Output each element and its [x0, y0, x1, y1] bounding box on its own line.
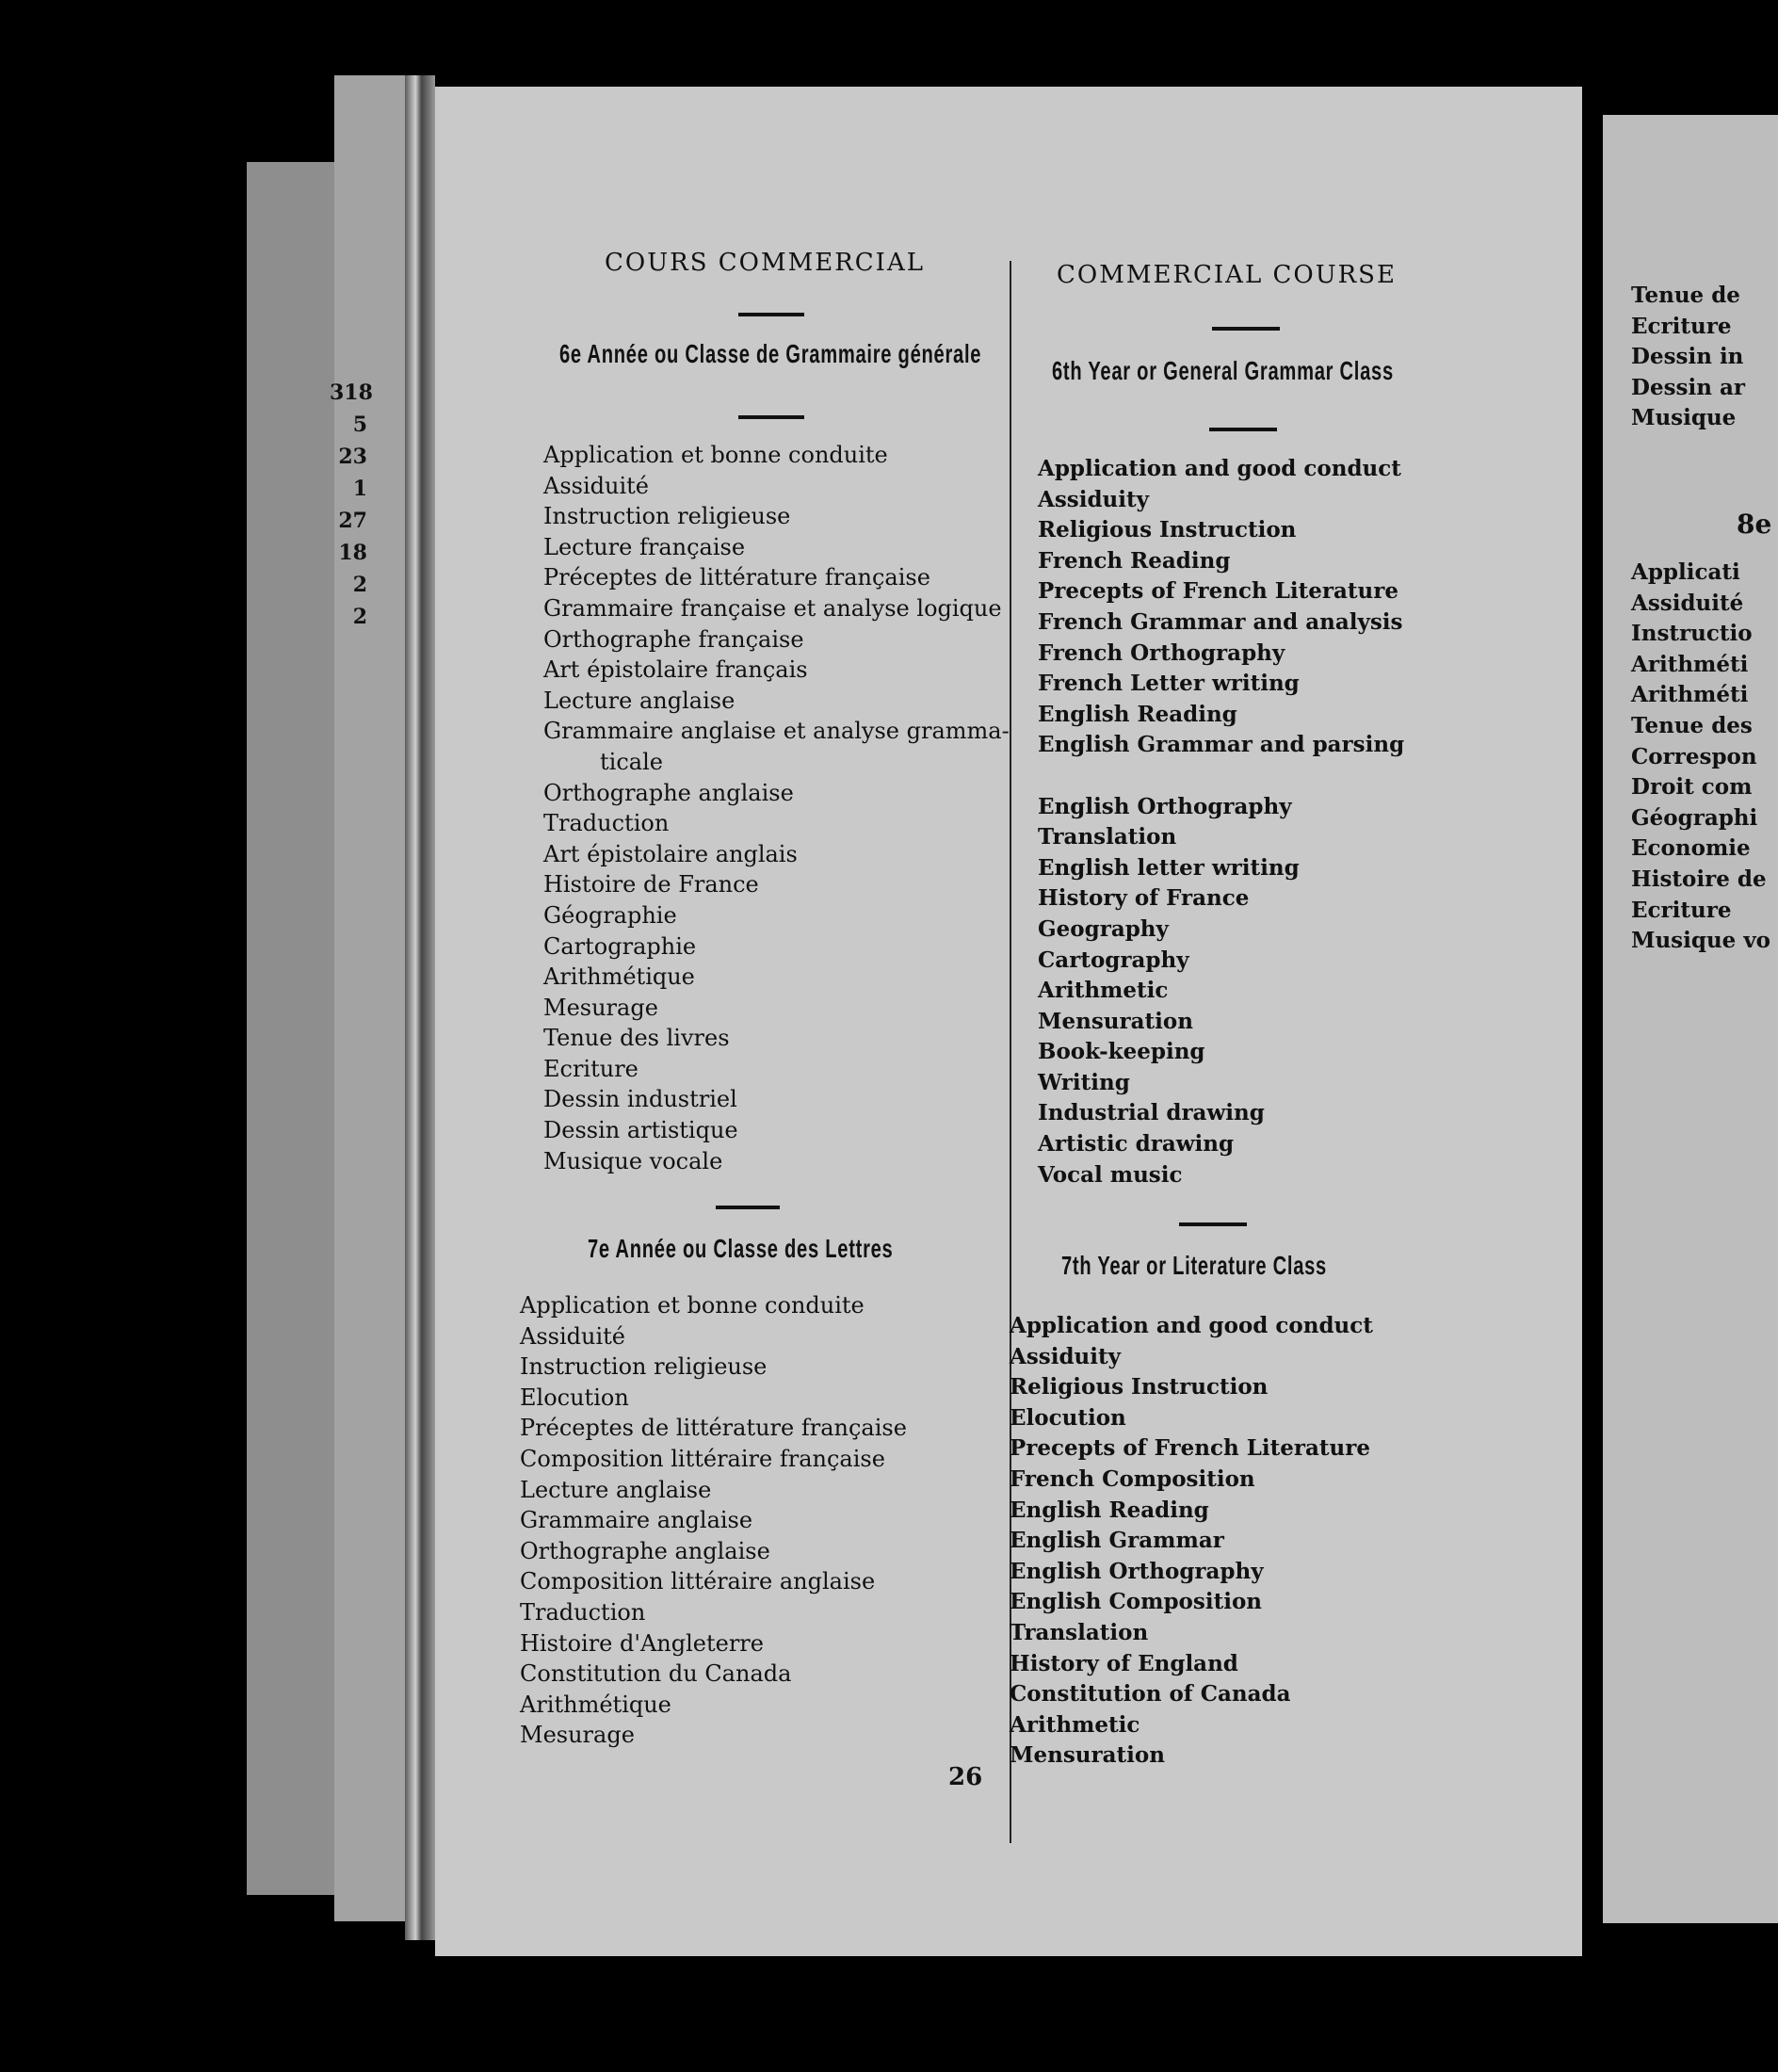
margin-numbers — [330, 377, 373, 633]
list-item: Application and good conduct — [1010, 1313, 1373, 1338]
list-item: Musique vocale — [543, 1147, 723, 1174]
french-section1-list — [543, 440, 1010, 1176]
list-item: History of France — [1038, 885, 1250, 912]
list-item — [1038, 761, 1404, 792]
list-item: Assiduity — [1010, 1343, 1122, 1369]
list-item: Book-keeping — [1038, 1039, 1205, 1065]
list-item: Correspon — [1631, 743, 1757, 769]
list-item: English Orthography — [1010, 1558, 1264, 1584]
list-item: Dessin artistique — [543, 1117, 738, 1144]
english-section2-title: 7th Year or Literature Class — [1061, 1251, 1327, 1280]
margin-number: 2 — [352, 605, 367, 629]
list-item: Orthographe anglaise — [520, 1537, 770, 1564]
list-item: Geography — [1038, 915, 1169, 942]
list-item: Géographi — [1631, 804, 1758, 831]
list-item: Musique vo — [1631, 928, 1771, 954]
list-item: Translation — [1038, 824, 1177, 850]
list-item: Histoire de — [1631, 866, 1767, 892]
list-item: English letter writing — [1038, 854, 1300, 881]
list-item: Composition littéraire anglaise — [520, 1568, 876, 1595]
list-item: Préceptes de littérature française — [543, 564, 930, 591]
heading-rule — [738, 313, 804, 316]
list-item: History of England — [1010, 1650, 1238, 1676]
list-item: Applicati — [1631, 559, 1740, 585]
list-item: Droit com — [1631, 774, 1753, 801]
list-item: ticale — [600, 748, 663, 775]
list-item: Assiduité — [520, 1322, 625, 1350]
list-item: Histoire de France — [543, 871, 759, 898]
list-item: Religious Instruction — [1038, 517, 1297, 543]
list-item: Histoire d'Angleterre — [520, 1629, 764, 1657]
list-item: Mesurage — [543, 994, 658, 1021]
list-item: Grammaire anglaise — [520, 1507, 753, 1534]
document-page — [435, 87, 1582, 1956]
list-item: Arithmetic — [1038, 978, 1169, 1004]
list-item: French Reading — [1038, 547, 1231, 574]
list-item: Dessin industriel — [543, 1086, 737, 1113]
list-item: Tenue des — [1631, 712, 1753, 738]
list-item: Cartography — [1038, 947, 1189, 973]
list-item: French Orthography — [1038, 639, 1285, 666]
list-item: English Composition — [1010, 1589, 1263, 1615]
list-item: Musique — [1631, 405, 1737, 431]
list-item: Lecture anglaise — [543, 687, 735, 714]
list-item: Dessin in — [1631, 344, 1744, 370]
list-item: Application et bonne conduite — [520, 1292, 865, 1319]
list-item: Writing — [1038, 1069, 1130, 1095]
background-page-edge — [334, 75, 414, 1921]
list-item: Instructio — [1631, 621, 1753, 647]
list-item: French Grammar and analysis — [1038, 608, 1403, 635]
french-heading: COURS COMMERCIAL — [605, 249, 925, 277]
next-page-edge — [1603, 115, 1778, 1923]
list-item: Art épistolaire français — [543, 656, 808, 684]
margin-number: 318 — [330, 380, 373, 405]
list-item: Mensuration — [1010, 1742, 1165, 1769]
english-heading: COMMERCIAL COURSE — [1057, 261, 1397, 289]
list-item: French Composition — [1010, 1465, 1255, 1492]
page-number: 26 — [948, 1763, 983, 1791]
list-item: Economie — [1631, 835, 1751, 862]
list-item: Arithmétique — [543, 963, 695, 991]
margin-number: 1 — [352, 477, 367, 501]
list-item: English Orthography — [1038, 793, 1292, 819]
list-item: Translation — [1010, 1619, 1149, 1645]
section-rule — [1179, 1222, 1247, 1226]
list-item: Assiduité — [543, 472, 649, 499]
list-item: Elocution — [520, 1384, 629, 1411]
list-item: Grammaire française et analyse logique — [543, 594, 1002, 622]
list-item: Application and good conduct — [1038, 456, 1401, 481]
next-page-list — [1631, 558, 1770, 957]
list-item: Mensuration — [1038, 1008, 1193, 1034]
list-item: Precepts of French Literature — [1038, 578, 1399, 605]
list-item: English Reading — [1010, 1497, 1209, 1523]
list-item: Assiduity — [1038, 486, 1150, 512]
list-item: Mesurage — [520, 1722, 635, 1749]
list-item: Lecture française — [543, 533, 746, 560]
section-rule — [738, 415, 804, 419]
list-item: French Letter writing — [1038, 671, 1300, 697]
next-page-top-list — [1631, 281, 1745, 434]
list-item: Instruction religieuse — [543, 503, 791, 530]
list-item: Préceptes de littérature française — [520, 1415, 907, 1442]
list-item: Traduction — [543, 810, 670, 837]
list-item: Artistic drawing — [1038, 1131, 1235, 1157]
list-item: Tenue des livres — [543, 1025, 730, 1052]
list-item: Tenue de — [1631, 283, 1740, 308]
section-rule — [716, 1206, 780, 1209]
list-item: Arithmétique — [520, 1691, 671, 1718]
list-item: Traduction — [520, 1598, 646, 1626]
list-item: Arithmetic — [1010, 1711, 1140, 1738]
list-item: Religious Instruction — [1010, 1374, 1269, 1400]
english-section1-list — [1038, 454, 1404, 1190]
list-item: Arithméti — [1631, 682, 1749, 708]
margin-number: 18 — [338, 541, 367, 565]
list-item: Precepts of French Literature — [1010, 1435, 1371, 1462]
list-item: Composition littéraire française — [520, 1445, 885, 1472]
list-item: Ecriture — [1631, 897, 1732, 923]
list-item: Art épistolaire anglais — [543, 840, 798, 867]
list-item: Vocal music — [1038, 1161, 1183, 1188]
book-binding — [405, 75, 435, 1940]
margin-number: 5 — [352, 413, 367, 437]
heading-rule — [1212, 327, 1280, 331]
list-item: Orthographe anglaise — [543, 779, 794, 806]
list-item: English Grammar — [1010, 1528, 1224, 1554]
french-section2-list — [520, 1290, 907, 1751]
list-item: Application et bonne conduite — [543, 442, 888, 468]
list-item: Industrial drawing — [1038, 1100, 1265, 1126]
french-section2-title: 7e Année ou Classe des Lettres — [588, 1234, 894, 1263]
list-item: Dessin ar — [1631, 374, 1745, 400]
list-item: Constitution of Canada — [1010, 1681, 1291, 1708]
list-item: Grammaire anglaise et analyse gramma- — [543, 718, 1010, 745]
list-item: Orthographe française — [543, 625, 804, 653]
list-item: Instruction religieuse — [520, 1353, 768, 1381]
list-item: Lecture anglaise — [520, 1476, 712, 1503]
list-item: Ecriture — [1631, 313, 1732, 339]
next-page-section-title: 8e — [1737, 509, 1772, 540]
list-item: Assiduité — [1631, 590, 1744, 616]
list-item: Elocution — [1010, 1404, 1126, 1431]
margin-number: 23 — [338, 445, 367, 469]
list-item: Géographie — [543, 901, 677, 929]
margin-number: 27 — [338, 509, 367, 533]
english-section2-list — [1010, 1311, 1373, 1772]
english-section1-title: 6th Year or General Grammar Class — [1052, 356, 1394, 385]
french-section1-title: 6e Année ou Classe de Grammaire générale — [559, 339, 982, 368]
list-item: English Reading — [1038, 701, 1237, 727]
list-item: Constitution du Canada — [520, 1660, 792, 1688]
section-rule — [1209, 428, 1277, 431]
list-item: Ecriture — [543, 1055, 638, 1082]
list-item: Arithméti — [1631, 651, 1749, 677]
margin-number: 2 — [352, 573, 367, 597]
list-item: Cartographie — [543, 932, 697, 960]
list-item: English Grammar and parsing — [1038, 732, 1405, 758]
